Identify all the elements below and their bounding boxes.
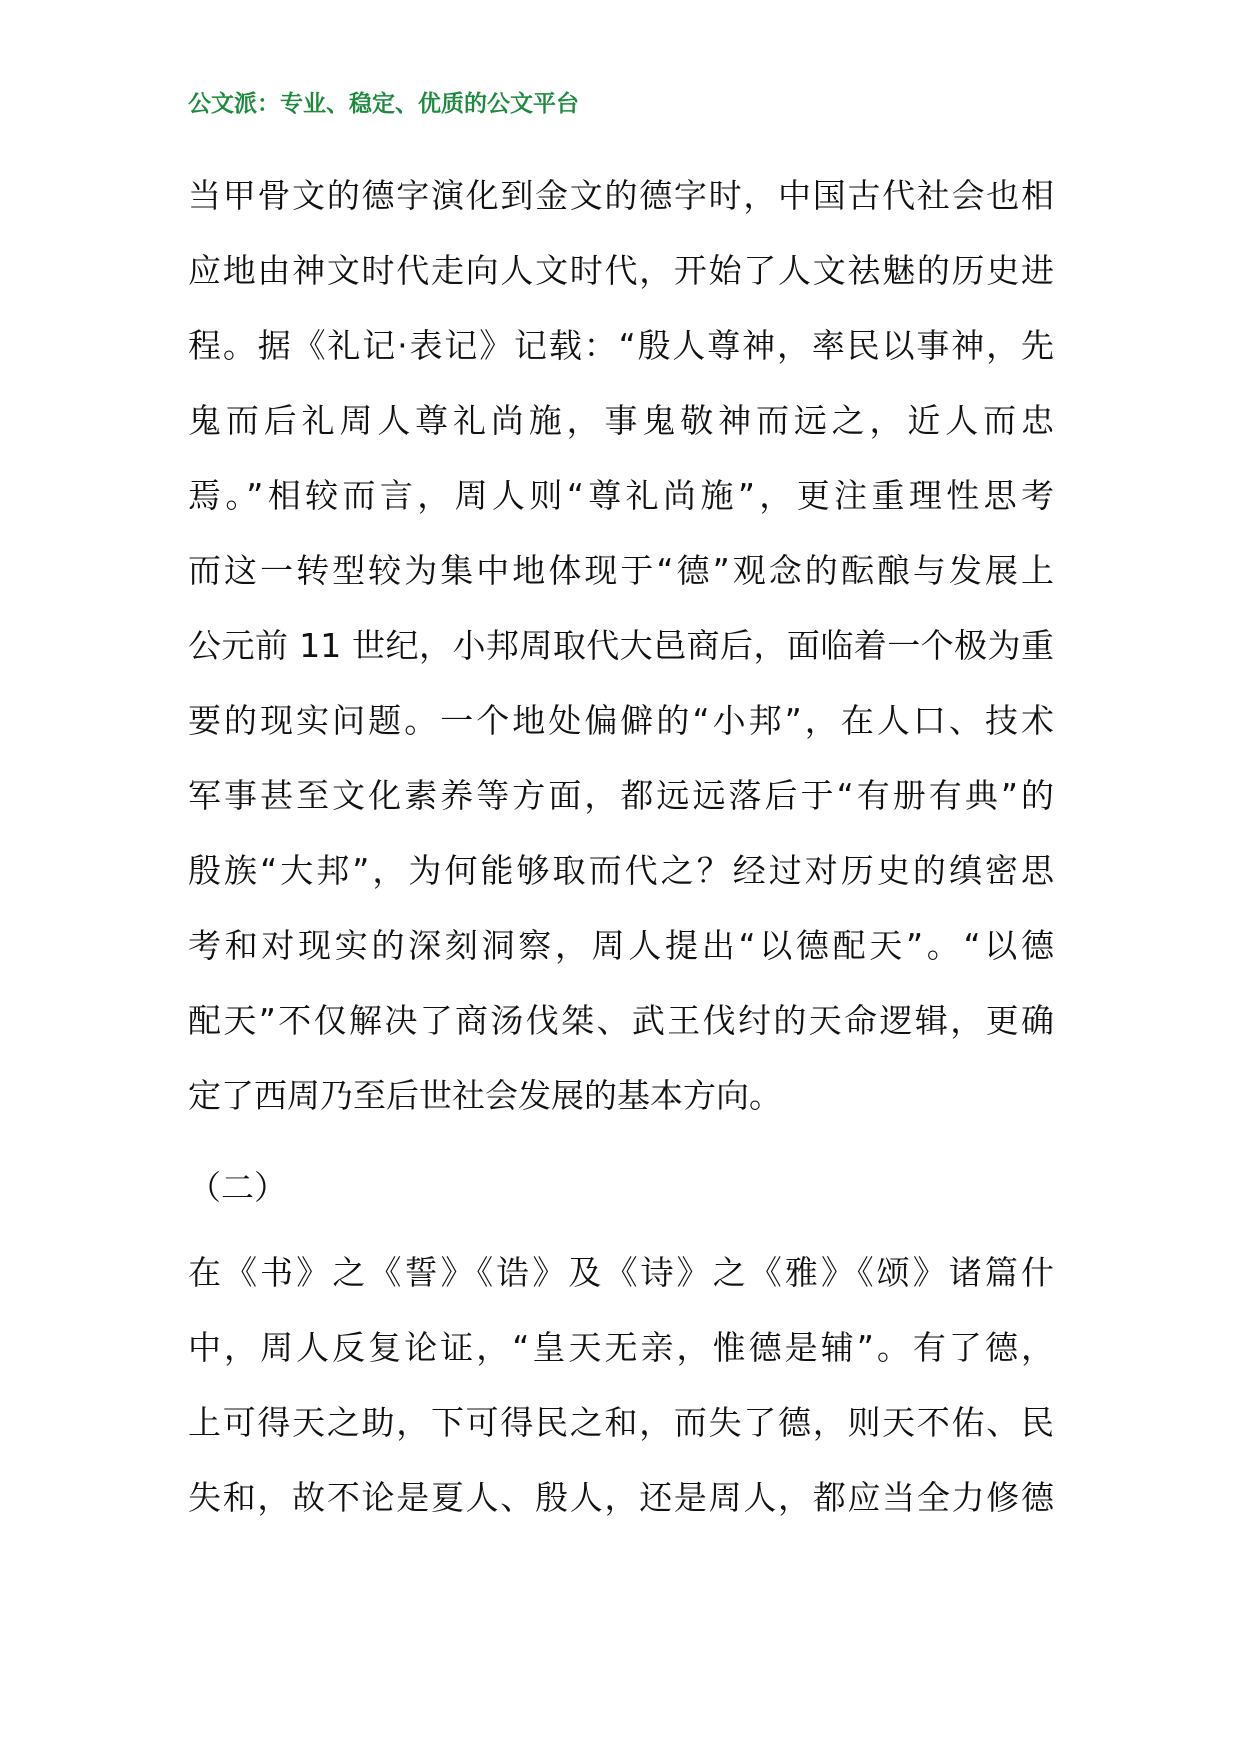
text-line: 要的现实问题。一个地处偏僻的“小邦”，在人口、技术 [188, 701, 1054, 740]
paragraph-1 [188, 158, 1054, 1133]
text-line: 鬼而后礼周人尊礼尚施，事鬼敬神而远之，近人而忠 [188, 401, 1054, 440]
text-line: 公元前 11 世纪，小邦周取代大邑商后，面临着一个极为重 [188, 626, 1054, 665]
text-line: 程。据《礼记·表记》记载：“殷人尊神，率民以事神，先 [188, 326, 1054, 365]
section-heading: （二） [188, 1168, 287, 1207]
text-line: 军事甚至文化素养等方面，都远远落后于“有册有典”的 [188, 776, 1054, 815]
text-line: 配天”不仅解决了商汤伐桀、武王伐纣的天命逻辑，更确 [188, 1001, 1054, 1040]
text-line: 应地由神文时代走向人文时代，开始了人文祛魅的历史进 [188, 251, 1054, 290]
text-line: 失和，故不论是夏人、殷人，还是周人，都应当全力修德 [188, 1478, 1054, 1517]
text-line: 殷族“大邦”，为何能够取而代之？经过对历史的缜密思 [188, 851, 1054, 890]
text-line: 定了西周乃至后世社会发展的基本方向。 [188, 1076, 782, 1115]
text-line: 当甲骨文的德字演化到金文的德字时，中国古代社会也相 [188, 176, 1054, 215]
text-line: 上可得天之助，下可得民之和，而失了德，则天不佑、民 [188, 1403, 1054, 1442]
header-banner: 公文派：专业、稳定、优质的公文平台 [188, 91, 579, 117]
text-line: 考和对现实的深刻洞察，周人提出“以德配天”。“以德 [188, 926, 1054, 965]
text-line: 在《书》之《誓》《诰》及《诗》之《雅》《颂》诸篇什 [188, 1253, 1054, 1292]
text-line: 中，周人反复论证，“皇天无亲，惟德是辅”。有了德， [188, 1328, 1054, 1367]
text-line: 而这一转型较为集中地体现于“德”观念的酝酿与发展上 [188, 551, 1054, 590]
text-line: 焉。”相较而言，周人则“尊礼尚施”，更注重理性思考 [188, 476, 1054, 515]
paragraph-2 [188, 1235, 1054, 1535]
